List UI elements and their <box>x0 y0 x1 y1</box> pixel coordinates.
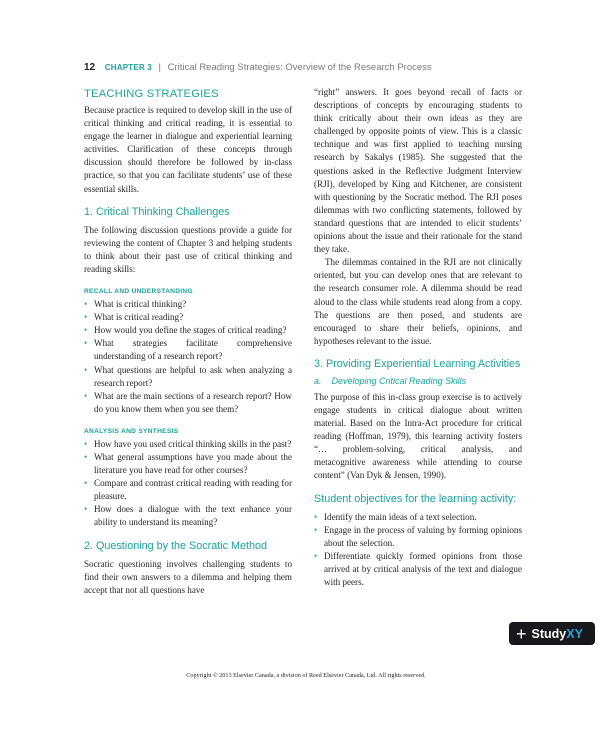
list-item: • What questions are helpful to ask when analyzing a research report? <box>84 364 292 390</box>
purpose-text: The purpose of this in-class group exercise is to actively engage students in critical dialogue about written material. Based on the Intra-Act procedure for critical reading (Hoffman, 1979), this learning activity fosters “… problem-solving, critical analysis, and metacognitive awareness while attending to course content” (Van Dyk & Jensen, 1990). <box>314 391 522 481</box>
socratic-text: Socratic questioning involves challenging students to find their own answers to a dilemma and helping them accept that not all questions have <box>84 558 292 595</box>
running-header <box>84 62 432 73</box>
list-item: • Identify the main ideas of a text selection. <box>314 511 522 524</box>
teaching-strategies-text: Because practice is required to develop skill in the use of critical thinking and critical reading, it is essential to engage the learner in dialogue and experiential learning activities. Clarification of these concepts through discussion should therefore be followed by in-class practice, so that you can facilitate students’ use of these essential skills. <box>84 105 292 194</box>
recall-list <box>84 298 292 416</box>
chapter-label: CHAPTER 3 <box>104 63 152 72</box>
left-column <box>84 88 292 597</box>
objectives-heading: Student objectives for the learning activity: <box>314 492 517 505</box>
list-item: • What is critical reading? <box>84 311 292 324</box>
copyright-footer: Copyright © 2013 Elsevier Canada, a division of Reed Elsevier Canada, Ltd. All rights reserved. <box>186 672 426 679</box>
list-item: • What general assumptions have you made about the literature you have read for other courses? <box>84 451 292 477</box>
subsection-heading <box>314 376 522 386</box>
analysis-heading: ANALYSIS AND SYNTHESIS <box>84 427 179 435</box>
list-item: • Differentiate quickly formed opinions from those arrived at by critical analysis of the text and dialogue with peers. <box>314 550 522 589</box>
list-item: • Engage in the process of valuing by forming opinions about the selection. <box>314 524 522 550</box>
recall-heading: RECALL AND UNDERSTANDING <box>84 288 193 296</box>
list-item: • What strategies facilitate comprehensive understanding of a research report? <box>84 337 292 363</box>
list-item: • How have you used critical thinking skills in the past? <box>84 438 292 451</box>
list-item: • What is critical thinking? <box>84 298 292 311</box>
subsection-title: Developing Critical Reading Skills <box>331 375 467 386</box>
teaching-strategies-heading: TEACHING STRATEGIES <box>84 88 219 100</box>
page-number: 12 <box>84 62 96 73</box>
socratic-continued-text: “right” answers. It goes beyond recall of facts or descriptions of concepts by encouraging students to think critically about their own ideas as they are challenged by opposite points of view. This is a classic technique and was first applied to teaching nursing research by Sakalys (1985). She suggested that the questions asked in the Reflective Judgment Interview (RJI), developed by King and Kitchener, are consistent with questioning by the Socratic method. The RJI poses dilemmas with two conflicting statements, followed by standard questions that are intended to elicit students’ opinions about the issue and their rationale for the stand they take. <box>314 87 522 255</box>
critical-thinking-heading: 1. Critical Thinking Challenges <box>84 205 230 218</box>
studyxy-watermark <box>509 622 595 645</box>
subsection-letter: a. <box>314 375 322 386</box>
list-item: • How would you define the stages of critical reading? <box>84 324 292 337</box>
list-item: • How does a dialogue with the text enhance your ability to understand its meaning? <box>84 503 292 529</box>
plus-icon: + <box>516 623 527 644</box>
experiential-heading: 3. Providing Experiential Learning Activities <box>314 357 521 370</box>
chapter-title: Critical Reading Strategies: Overview of the Research Process <box>167 62 432 73</box>
right-column <box>314 86 522 589</box>
analysis-list <box>84 438 292 530</box>
header-separator: | <box>158 62 162 73</box>
dilemmas-text: The dilemmas contained in the RJI are not clinically oriented, but you can develop ones that are relevant to the research consumer role. A dilemma should be read aloud to the class while students read along from a copy. The questions are then posed, and students are encouraged to share their beliefs, opinions, and hypotheses relevant to the issue. <box>314 257 522 346</box>
objectives-list <box>314 511 522 590</box>
list-item: • What are the main sections of a research report? How do you know them when you see them? <box>84 390 292 416</box>
socratic-heading: 2. Questioning by the Socratic Method <box>84 539 268 552</box>
critical-thinking-text: The following discussion questions provide a guide for reviewing the content of Chapter 3 and helping students to think about their past use of critical thinking and reading skills: <box>84 224 292 274</box>
watermark-brand: StudyXY <box>531 626 583 641</box>
list-item: • Compare and contrast critical reading with reading for pleasure. <box>84 477 292 503</box>
